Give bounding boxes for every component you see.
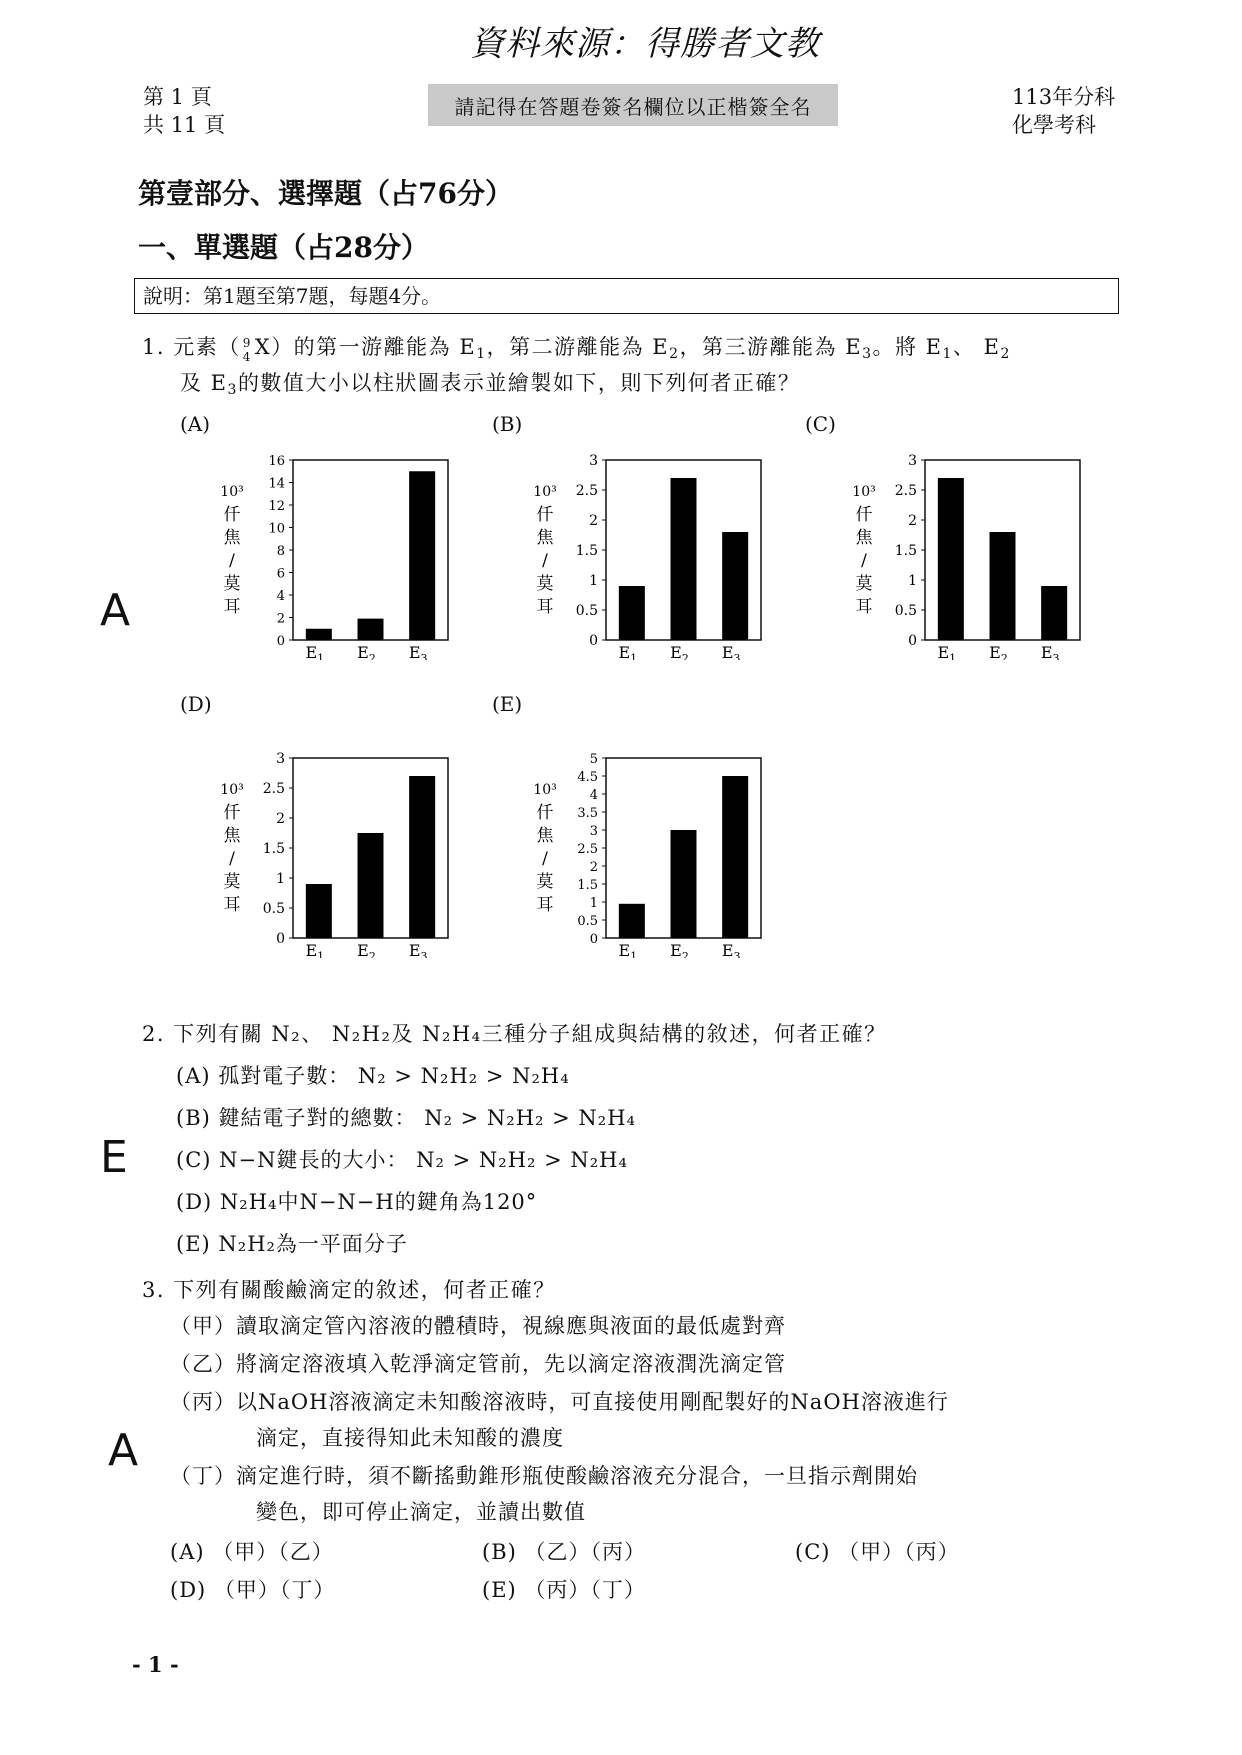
y-tick-label: 2: [276, 611, 285, 627]
bar-e3: [722, 532, 748, 640]
y-axis-unit-char: 焦: [536, 528, 554, 548]
mass-number: 9: [242, 336, 252, 350]
q3-handwritten-answer: A: [108, 1425, 139, 1476]
x-tick-label: $E_3$: [721, 643, 741, 660]
x-tick-label: $E_1$: [618, 941, 638, 958]
statement-text: 讀取滴定管內溶液的體積時，視線應與液面的最低處對齊: [236, 1314, 786, 1338]
q1-text-g: 及 E: [180, 371, 228, 395]
y-axis-unit-char: 耳: [536, 895, 554, 915]
y-tick-label: 6: [276, 566, 285, 582]
y-axis-unit-char: 仟: [855, 505, 873, 525]
y-tick-label: 3.5: [577, 806, 598, 821]
y-tick-label: 0: [589, 932, 598, 947]
option-label: (A): [176, 1064, 211, 1088]
q2-handwritten-answer: E: [100, 1132, 128, 1183]
q3-option-c: [795, 1538, 960, 1566]
source-note: 資料來源：得勝者文教: [470, 24, 820, 64]
y-axis-unit-char: 莫: [536, 872, 554, 892]
y-tick-label: 3: [908, 453, 917, 469]
statement-label: （甲）: [170, 1314, 236, 1338]
y-tick-label: 2: [276, 811, 285, 827]
y-tick-label: 4: [276, 589, 285, 604]
y-axis-unit-char: 莫: [223, 872, 241, 892]
bar-e1: [306, 884, 332, 938]
bar-chart-d: [210, 748, 450, 962]
y-tick-label: 0.5: [262, 901, 285, 917]
q3-stem-text: 下列有關酸鹼滴定的敘述，何者正確？: [173, 1278, 556, 1302]
q3-statement-bing: [170, 1388, 949, 1416]
signature-notice: 請記得在答題卷簽名欄位以正楷簽全名: [428, 84, 838, 126]
statement-label: （乙）: [170, 1352, 236, 1376]
q3-option-d: [170, 1576, 335, 1604]
y-axis-unit-char: 耳: [855, 597, 873, 617]
option-text: （丙）（丁）: [524, 1578, 646, 1602]
y-tick-label: 0.5: [894, 603, 917, 619]
y-tick-label: 3: [589, 824, 598, 839]
y-axis-exponent: 10³: [220, 484, 244, 500]
page-label: 第 1 頁: [143, 85, 212, 109]
y-axis-unit-char: 仟: [536, 803, 554, 823]
y-axis-unit-char: 仟: [536, 505, 554, 525]
bar-e3: [1041, 586, 1067, 640]
y-axis-unit-char: /: [542, 849, 548, 869]
statement-text: 將滴定溶液填入乾淨滴定管前，先以滴定溶液潤洗滴定管: [236, 1352, 786, 1376]
bar-e2: [671, 478, 697, 640]
option-text: N₂H₄中N−N−H的鍵角為120°: [219, 1190, 538, 1214]
exam-subject: 化學考科: [1012, 113, 1096, 137]
y-axis-unit-char: 莫: [223, 574, 241, 594]
option-label: (C): [795, 1540, 831, 1564]
option-text: （甲）（丁）: [213, 1578, 336, 1602]
x-tick-label: $E_1$: [937, 643, 957, 660]
y-tick-label: 1.5: [577, 878, 598, 893]
q1-handwritten-answer: A: [100, 585, 131, 636]
x-tick-label: $E_1$: [305, 941, 325, 958]
x-tick-label: $E_1$: [618, 643, 638, 660]
instructions-box: 說明：第1題至第7題，每題4分。: [134, 278, 1119, 314]
option-text: N₂H₂為一平面分子: [218, 1232, 408, 1256]
option-label: (B): [176, 1106, 211, 1130]
q3-statement-yi: [170, 1350, 786, 1378]
y-tick-label: 1.5: [262, 841, 285, 857]
chart-svg: [523, 748, 763, 958]
y-axis-unit-char: 仟: [223, 803, 241, 823]
y-tick-label: 5: [589, 752, 598, 767]
y-axis-exponent: 10³: [533, 484, 557, 500]
year-subject: 113年分科: [1012, 85, 1116, 109]
q3-option-b: [482, 1538, 646, 1566]
chart-label-b: (B): [492, 412, 523, 436]
y-tick-label: 8: [276, 544, 285, 559]
q2-option-c: [176, 1146, 628, 1174]
bar-e1: [619, 904, 645, 938]
x-tick-label: $E_3$: [408, 643, 428, 660]
q1-text-f: 、 E: [952, 335, 1001, 359]
q1-sub: 2: [1000, 346, 1011, 362]
y-tick-label: 1.5: [894, 543, 917, 559]
x-tick-label: $E_3$: [408, 941, 428, 958]
q3-statement-ding-cont: 變色，即可停止滴定，並讀出數值: [256, 1500, 586, 1524]
q1-sub: 2: [669, 346, 680, 362]
q2-option-a: [176, 1062, 570, 1090]
q1-sub: 3: [862, 346, 873, 362]
bar-e1: [306, 629, 332, 640]
y-tick-label: 0: [589, 633, 598, 649]
bar-chart-a: [210, 450, 450, 664]
chart-svg: [210, 748, 450, 958]
chart-svg: [842, 450, 1082, 660]
y-axis-unit-char: 焦: [223, 528, 241, 548]
option-text: （甲）（乙）: [212, 1540, 334, 1564]
statement-text: 以NaOH溶液滴定未知酸溶液時，可直接使用剛配製好的NaOH溶液進行: [236, 1390, 949, 1414]
y-tick-label: 2.5: [894, 483, 917, 499]
q1-text-a: 元素（: [173, 335, 241, 359]
y-tick-label: 1: [589, 896, 598, 911]
bar-e1: [938, 478, 964, 640]
y-axis-unit-char: /: [229, 551, 235, 571]
y-tick-label: 3: [589, 453, 598, 469]
bar-e3: [409, 776, 435, 938]
x-tick-label: $E_2$: [670, 643, 689, 660]
y-tick-label: 0.5: [577, 914, 598, 929]
q2-option-b: [176, 1104, 636, 1132]
y-tick-label: 2.5: [575, 483, 598, 499]
y-tick-label: 1: [276, 871, 285, 887]
x-tick-label: $E_2$: [357, 643, 376, 660]
option-text: （甲）（丙）: [838, 1540, 960, 1564]
q2-stem-text: 下列有關 N₂、 N₂H₂及 N₂H₄三種分子組成與結構的敘述，何者正確？: [173, 1022, 887, 1046]
bar-e2: [358, 833, 384, 938]
q2-option-e: [176, 1230, 408, 1258]
y-axis-unit-char: /: [542, 551, 548, 571]
x-tick-label: $E_3$: [721, 941, 741, 958]
statement-label: （丁）: [170, 1464, 236, 1488]
q3-statement-jia: [170, 1312, 786, 1340]
y-tick-label: 0: [908, 633, 917, 649]
y-axis-unit-char: 耳: [223, 895, 241, 915]
total-pages: 共 11 頁: [143, 113, 226, 137]
y-tick-label: 2: [908, 513, 917, 529]
q1-text-h: 的數值大小以柱狀圖表示並繪製如下，則下列何者正確？: [237, 371, 801, 395]
q3-option-e: [482, 1576, 646, 1604]
bar-e2: [671, 830, 697, 938]
bar-e2: [358, 619, 384, 640]
y-tick-label: 2.5: [577, 842, 598, 857]
option-text: N−N鍵長的大小： N₂ > N₂H₂ > N₂H₄: [219, 1148, 628, 1172]
y-axis-unit-char: 莫: [855, 574, 873, 594]
bar-chart-e: [523, 748, 763, 962]
option-label: (D): [176, 1190, 213, 1214]
y-axis-exponent: 10³: [852, 484, 876, 500]
chart-svg: [210, 450, 450, 660]
chart-label-c: (C): [805, 412, 836, 436]
y-tick-label: 1: [589, 573, 598, 589]
y-tick-label: 2: [589, 860, 598, 875]
x-tick-label: $E_2$: [670, 941, 689, 958]
element-symbol: X: [254, 335, 272, 359]
y-axis-unit-char: /: [229, 849, 235, 869]
y-axis-unit-char: 焦: [855, 528, 873, 548]
y-axis-exponent: 10³: [220, 782, 244, 798]
page-number: - 1 -: [132, 1652, 179, 1677]
q1-number: 1.: [142, 335, 166, 359]
q3-option-a: [170, 1538, 334, 1566]
q2-stem: [142, 1020, 887, 1048]
q3-stem: [142, 1276, 556, 1304]
y-tick-label: 2.5: [262, 781, 285, 797]
option-text: （乙）（丙）: [524, 1540, 647, 1564]
part-title: 第壹部分、選擇題（占76分）: [138, 177, 513, 210]
chart-label-e: (E): [492, 692, 523, 716]
option-text: 鍵結電子對的總數： N₂ > N₂H₂ > N₂H₄: [218, 1106, 636, 1130]
option-label: (E): [482, 1578, 517, 1602]
y-tick-label: 4: [589, 788, 598, 803]
x-tick-label: $E_1$: [305, 643, 325, 660]
bar-chart-c: [842, 450, 1082, 664]
y-axis-unit-char: 仟: [223, 505, 241, 525]
y-tick-label: 0: [276, 634, 285, 649]
q1-sub: 1: [476, 346, 487, 362]
option-label: (A): [170, 1540, 205, 1564]
option-label: (B): [482, 1540, 517, 1564]
q1-text-d: ，第三游離能為 E: [679, 335, 863, 359]
y-tick-label: 4.5: [577, 770, 598, 785]
y-tick-label: 0.5: [575, 603, 598, 619]
bar-e3: [409, 471, 435, 640]
q1-text-b: ）的第一游離能為 E: [271, 335, 477, 359]
statement-label: （丙）: [170, 1390, 236, 1414]
y-axis-unit-char: 焦: [223, 826, 241, 846]
q1-sub: 3: [227, 382, 238, 398]
atomic-number: 4: [242, 350, 252, 364]
y-axis-unit-char: 焦: [536, 826, 554, 846]
x-tick-label: $E_3$: [1040, 643, 1060, 660]
q1-line1: [142, 333, 1011, 368]
option-label: (E): [176, 1232, 211, 1256]
nuclide-notation: [241, 333, 255, 364]
q1-line2: [180, 369, 800, 404]
bar-e1: [619, 586, 645, 640]
y-axis-unit-char: 耳: [223, 597, 241, 617]
q1-text-c: ，第二游離能為 E: [486, 335, 670, 359]
y-tick-label: 3: [276, 751, 285, 767]
chart-label-d: (D): [180, 692, 212, 716]
q2-option-d: [176, 1188, 537, 1216]
chart-svg: [523, 450, 763, 660]
option-text: 孤對電子數： N₂ > N₂H₂ > N₂H₄: [218, 1064, 570, 1088]
y-axis-exponent: 10³: [533, 782, 557, 798]
x-tick-label: $E_2$: [989, 643, 1008, 660]
y-tick-label: 12: [268, 499, 285, 514]
y-tick-label: 1: [908, 573, 917, 589]
q3-statement-bing-cont: 滴定，直接得知此未知酸的濃度: [256, 1426, 564, 1450]
y-tick-label: 0: [276, 931, 285, 947]
q3-statement-ding: [170, 1462, 918, 1490]
option-label: (D): [170, 1578, 207, 1602]
statement-text: 滴定進行時，須不斷搖動錐形瓶使酸鹼溶液充分混合，一旦指示劑開始: [236, 1464, 918, 1488]
y-tick-label: 1.5: [575, 543, 598, 559]
chart-label-a: (A): [180, 412, 211, 436]
y-axis-unit-char: 莫: [536, 574, 554, 594]
q1-sub: 1: [942, 346, 953, 362]
y-axis-unit-char: /: [861, 551, 867, 571]
bar-e3: [722, 776, 748, 938]
y-tick-label: 2: [589, 513, 598, 529]
bar-chart-b: [523, 450, 763, 664]
y-axis-unit-char: 耳: [536, 597, 554, 617]
bar-e2: [990, 532, 1016, 640]
q3-number: 3.: [142, 1278, 166, 1302]
y-tick-label: 14: [268, 476, 285, 492]
sub-title: 一、單選題（占28分）: [138, 231, 429, 264]
q1-text-e: 。將 E: [872, 335, 943, 359]
y-tick-label: 16: [268, 454, 285, 469]
y-tick-label: 10: [268, 521, 285, 537]
option-label: (C): [176, 1148, 212, 1172]
x-tick-label: $E_2$: [357, 941, 376, 958]
q2-number: 2.: [142, 1022, 166, 1046]
